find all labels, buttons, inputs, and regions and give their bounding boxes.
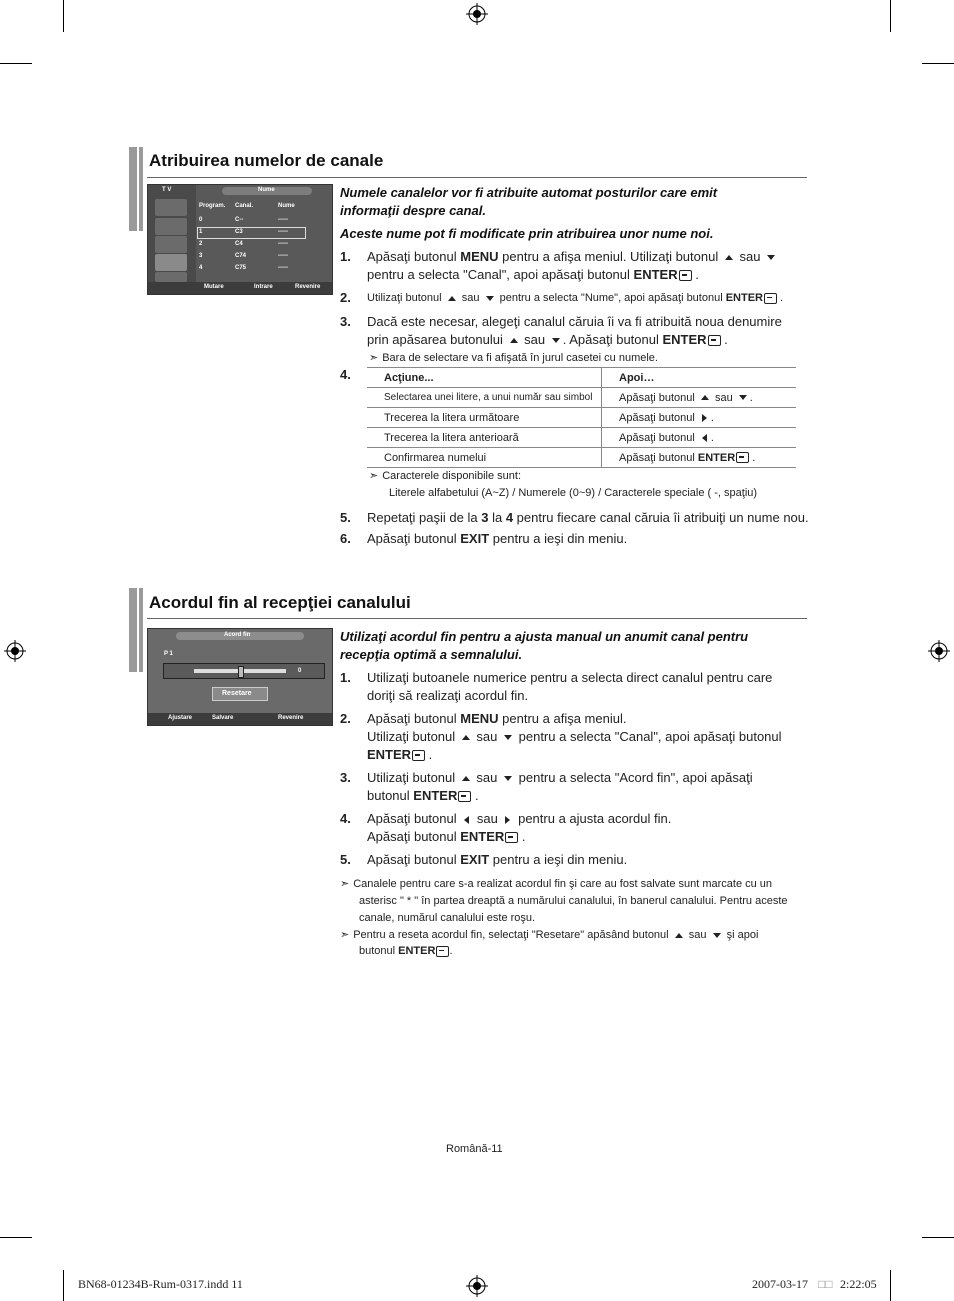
step-2: 2. Apăsaţi butonul MENU pentru a afişa meniul. Utilizaţi butonul sau pentru a selecta "Canal", apoi apăsaţi butonul ENTER . [340,711,782,762]
table-row [367,448,796,468]
enter-icon [412,750,425,761]
tv-footer-adjust: Ajustare [168,715,193,721]
tv-footer [148,713,332,725]
step-text: sau [461,292,480,304]
step-text: sau [739,249,761,264]
section-rule [147,618,807,619]
note: ➣ Pentru a reseta acordul fin, selectaţi "Resetare" apăsând butonul sau şi apoi [340,927,810,944]
up-arrow-icon [448,296,456,301]
tv-row-name: ----- [278,229,288,235]
tv-selection-bar [197,227,306,239]
step-5: 5. Apăsaţi butonul EXIT pentru a ieşi din meniu. [340,852,628,867]
tv-row-program: 2 [199,241,203,247]
note [369,350,809,367]
tv-row-program: 3 [199,253,203,259]
tv-tab [222,187,312,195]
enter-icon [505,832,518,843]
down-arrow-icon [713,933,721,938]
note-text: Literele alfabetului (A~Z) / Numerele (0~9) / Caracterele speciale ( -, spaţiu) [389,487,758,499]
registration-mark-icon [4,640,26,662]
reset-button [212,687,268,701]
down-arrow-icon [504,776,512,781]
down-arrow-icon [767,255,775,260]
tv-col-program: Program. [199,203,226,209]
action-table [367,367,796,468]
crop-mark [63,0,64,32]
tv-col-name: Nume [278,203,295,209]
tv-row-program: 0 [199,217,203,223]
tv-channel-label: P 1 [164,651,173,657]
enter-key: ENTER [398,945,436,957]
up-arrow-icon [701,395,709,400]
up-arrow-icon [462,776,470,781]
picture-icon [155,199,187,216]
tv-fine-tune-screenshot [147,628,333,726]
tv-row-channel: C4 [235,241,243,247]
crop-mark [922,63,954,64]
down-arrow-icon [504,735,512,740]
up-arrow-icon [462,735,470,740]
tv-menu-screenshot [147,184,333,295]
exit-key: EXIT [460,852,490,867]
tv-footer-return: Revenire [278,715,304,721]
note-text: Bara de selectare va fi afişată în jurul casetei cu numele. [382,352,658,364]
step-text: pentru a ieşi din meniu. [492,531,628,546]
step-4: 4. [340,367,351,382]
intro-text: Utilizaţi acordul fin pentru a ajusta manual un anumit canal pentru recepţia optimă a semnalului. [340,629,749,662]
tv-row-program: 1 [199,229,203,235]
channel-icon [155,254,187,271]
tv-row-channel: C75 [235,265,247,271]
tv-row-channel: C74 [235,253,247,259]
table-cell: Apăsaţi butonul sau . [602,388,797,408]
tv-footer [148,282,332,294]
tv-footer-save: Salvare [212,715,234,721]
down-arrow-icon [739,395,747,400]
tv-header-label: T V [162,187,172,193]
table-header-cell: Acţiune... [367,368,602,388]
tv-footer-return: Revenire [295,284,321,290]
tv-sidebar [148,185,196,282]
step-4: 4. Apăsaţi butonul sau pentru a ajusta acordul fin. Apăsaţi butonul ENTER . [340,811,672,844]
up-arrow-icon [675,933,683,938]
note: butonul ENTER . [359,945,453,957]
table-cell: Apăsaţi butonul ENTER . [602,448,797,468]
step-5: 5. Repetaţi paşii de la 3 la 4 pentru fiecare canal căruia îi atribuiţi un nume nou. [340,510,809,525]
print-date: 2007-03-17 [752,1277,808,1291]
section-title: Atribuirea numelor de canale [149,151,384,170]
tv-col-channel: Canal. [235,203,254,209]
reset-label: Resetare [222,690,252,697]
step-text: Dacă este necesar, alegeţi canalul căruia îi va fi atribuită noua denumire [367,314,782,329]
tv-row-name: ----- [278,265,288,271]
tv-title: Acord fin [224,632,251,638]
enter-key: ENTER [367,747,412,762]
crop-mark [0,1237,32,1238]
tv-row-name: ----- [278,253,288,259]
enter-icon [764,293,777,304]
registration-mark-icon [928,640,950,662]
table-cell: Trecerea la litera următoare [367,408,602,428]
note [369,468,809,485]
enter-key: ENTER [725,292,763,304]
note-arrow-icon: ➣ [369,470,379,482]
enter-icon [436,946,449,957]
setup-icon [155,272,187,282]
step-3: 3. Dacă este necesar, alegeţi canalul căruia îi va fi atribuită noua denumire prin apăsarea butonului sau . Apăsaţi butonul ENTER . [340,313,810,349]
tv-footer-enter: Intrare [254,284,273,290]
enter-key: ENTER [460,829,505,844]
step-1: 1. Apăsaţi butonul MENU pentru a afişa meniul. Utilizaţi butonul sau pentru a selecta "Canal", apoi apăsaţi butonul ENTER . [340,248,800,284]
enter-key: ENTER [633,267,678,282]
crop-mark [63,1270,64,1301]
enter-icon [708,335,721,346]
sound-icon [155,218,187,235]
print-time: 2:22:05 [840,1277,877,1291]
step-2: 2. Utilizaţi butonul sau pentru a selecta "Nume", apoi apăsaţi butonul ENTER . [340,290,784,305]
tv-slider-box [163,663,325,679]
file-name: BN68-01234B-Rum-0317.indd 11 [78,1277,243,1291]
step-1: 1. Utilizaţi butoanele numerice pentru a selecta direct canalul pentru care doriţi să realizaţi acordul fin. [340,669,810,705]
step-text: prin apăsarea butonului [367,332,503,347]
section-side-bar [139,588,143,672]
intro-text: Numele canalelor vor fi atribuite automat posturilor care emit informaţii despre canal. [340,185,718,218]
step-6: 6. Apăsaţi butonul EXIT pentru a ieşi din meniu. [340,531,628,546]
section-side-bar [139,147,143,231]
intro-text: Aceste nume pot fi modificate prin atribuirea unor nume noi. [340,226,714,241]
registration-mark-icon [466,3,488,25]
table-header-cell: Apoi… [602,368,797,388]
print-boxes: □□ [818,1277,833,1291]
table-row [367,428,796,448]
step-text: Repetaţi paşii de la [367,510,478,525]
crop-mark [890,1270,891,1301]
step-text: pentru a selecta "Nume", apoi apăsaţi butonul [499,292,723,304]
tv-row-channel: C3 [235,229,243,235]
exit-key: EXIT [460,531,490,546]
crop-mark [890,0,891,32]
table-cell: Trecerea la litera anterioară [367,428,602,448]
crop-mark [922,1237,954,1238]
section-side-bar [129,588,137,672]
step-text: Apăsaţi butonul [367,249,457,264]
crop-mark [0,63,32,64]
enter-icon [679,270,692,281]
step-text: sau [524,332,546,347]
down-arrow-icon [486,296,494,301]
step-text: Utilizaţi butonul [367,292,442,304]
table-cell: Selectarea unei litere, a unui număr sau simbol [367,388,602,408]
tv-row-channel: C-- [235,217,244,223]
table-row [367,408,796,428]
fine-tune-slider-thumb [238,666,244,678]
enter-icon [736,452,749,463]
step-text: doriţi să realizaţi acordul fin. [367,688,529,703]
right-arrow-icon [702,414,707,422]
tv-title-bar [176,632,304,640]
table-cell: Apăsaţi butonul . [602,408,797,428]
note-text: Canalele pentru care s-a realizat acordul fin şi care au fost salvate sunt marcate cu un [353,878,773,890]
step-3: 3. Utilizaţi butonul sau pentru a selecta "Acord fin", apoi apăsaţi butonul ENTER . [340,770,753,803]
menu-key: MENU [460,711,499,726]
page-number: Română-11 [446,1143,503,1155]
up-arrow-icon [510,338,518,343]
section-title: Acordul fin al recepţiei canalului [149,593,411,612]
enter-icon [458,791,471,802]
section-rule [147,177,807,178]
step-text: pentru a afişa meniul. Utilizaţi butonul [502,249,719,264]
tv-footer-move: Mutare [204,284,224,290]
fine-tune-value: 0 [298,668,302,674]
registration-mark-icon [466,1275,488,1297]
step-text: pentru a selecta "Canal", apoi apăsaţi butonul [367,267,630,282]
tv-tab-label: Nume [258,187,275,193]
enter-key: ENTER [662,332,707,347]
enter-key: ENTER [413,788,458,803]
right-arrow-icon [505,816,510,824]
note-text: Caracterele disponibile sunt: [382,470,522,482]
up-arrow-icon [725,255,733,260]
note-text: canale, numărul canalului este roşu. [359,912,536,924]
table-cell: Confirmarea numelui [367,448,602,468]
note-text: asterisc " * " în partea dreaptă a numărului canalului, în banerul canalului. Pentru aceste [359,895,788,907]
note [340,876,810,893]
tv-row-name: ----- [278,217,288,223]
section-side-bar [129,147,137,231]
down-arrow-icon [552,338,560,343]
timer-icon [155,236,187,253]
note-arrow-icon: ➣ [369,352,379,364]
step-text: . Apăsaţi butonul [562,332,659,347]
step-text: pentru fiecare canal căruia îi atribuiţi un nume nou. [516,510,809,525]
tv-row-name: ----- [278,241,288,247]
tv-row-program: 4 [199,265,203,271]
table-header [367,368,796,388]
left-arrow-icon [702,434,707,442]
left-arrow-icon [464,816,469,824]
note-arrow-icon: ➣ [340,929,350,941]
menu-key: MENU [460,249,499,264]
step-text: Apăsaţi butonul [367,531,457,546]
table-cell: Apăsaţi butonul . [602,428,797,448]
table-row [367,388,796,408]
step-text: Utilizaţi butoanele numerice pentru a selecta direct canalul pentru care [367,670,773,685]
note-arrow-icon: ➣ [340,878,350,890]
